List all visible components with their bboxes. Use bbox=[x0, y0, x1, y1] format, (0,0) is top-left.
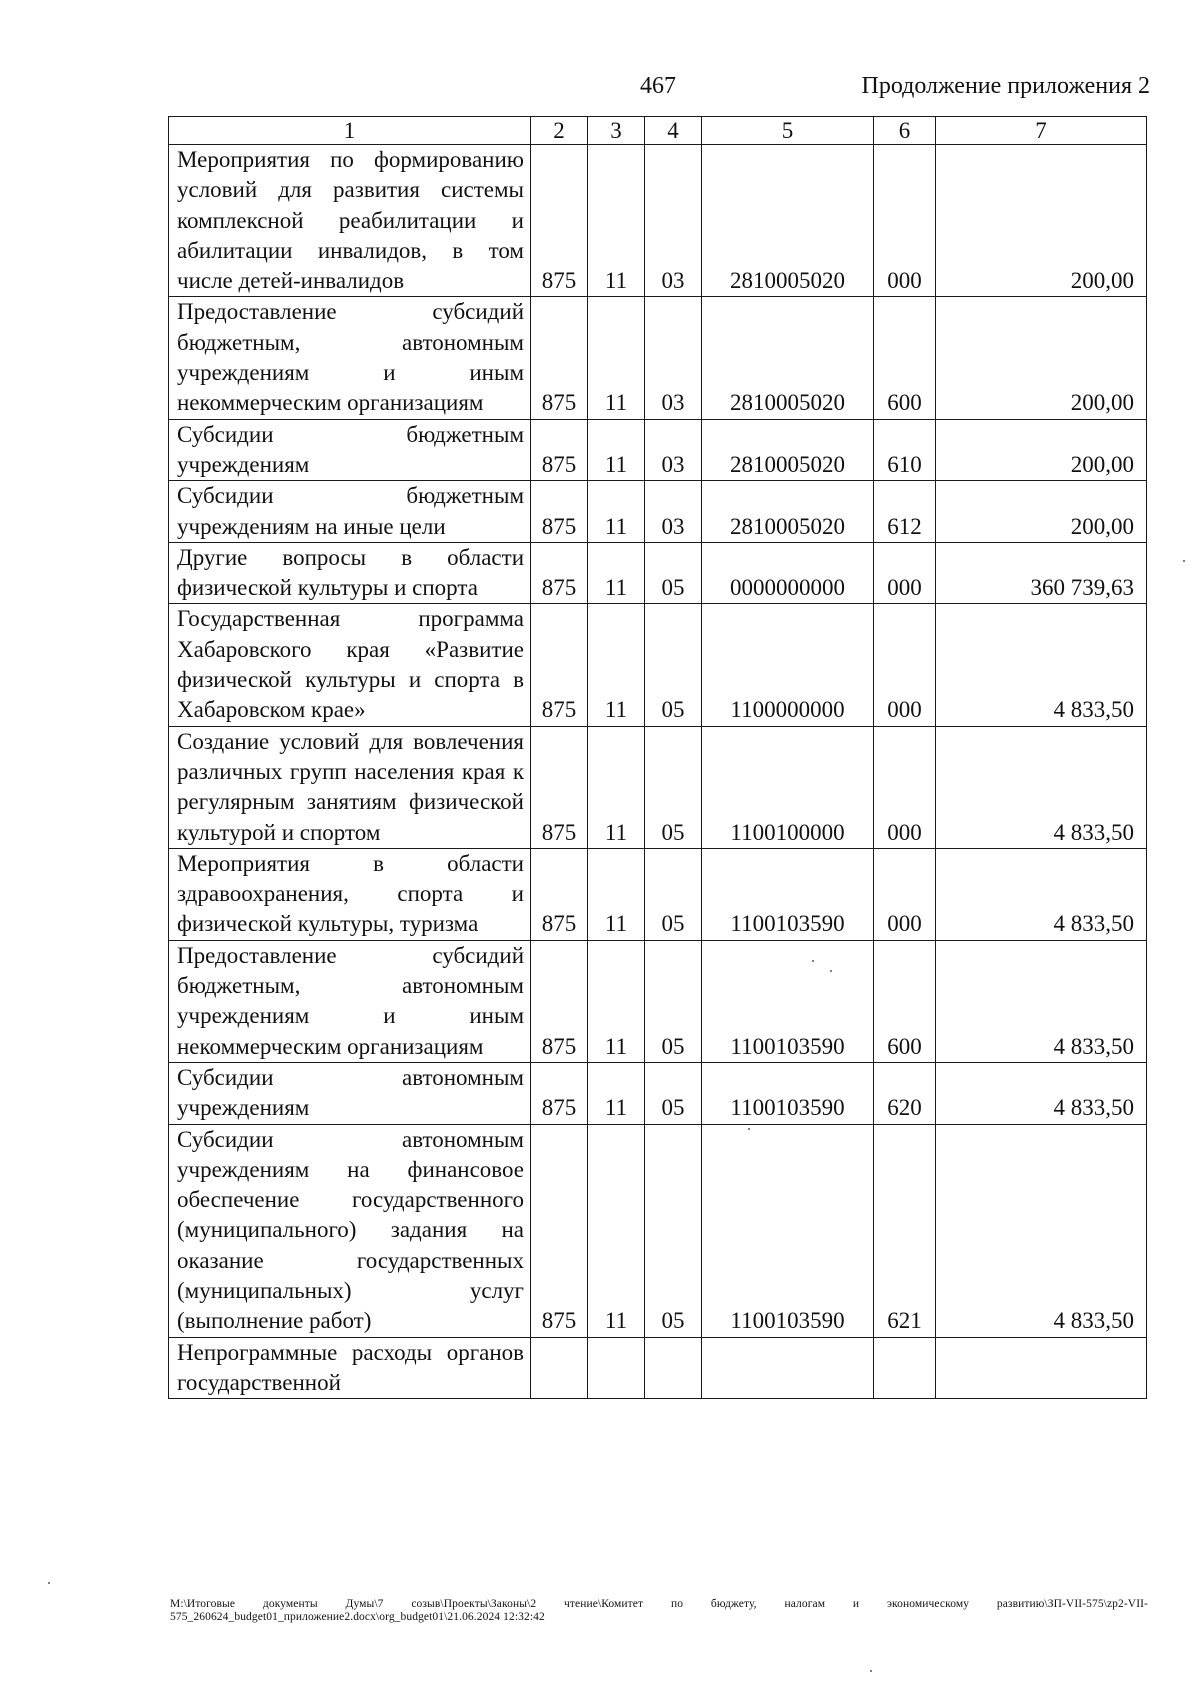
scan-speck bbox=[812, 960, 814, 962]
expense-type-code: 600 bbox=[874, 297, 936, 419]
ministry-code: 875 bbox=[531, 726, 588, 848]
table-row bbox=[169, 1124, 1147, 1337]
column-header: 3 bbox=[588, 117, 645, 145]
target-article-code: 2810005020 bbox=[702, 297, 874, 419]
table-row bbox=[169, 1337, 1147, 1399]
section-code: 11 bbox=[588, 419, 645, 481]
expense-type-code: 621 bbox=[874, 1124, 936, 1337]
target-article-code: 1100103590 bbox=[702, 1062, 874, 1124]
row-name: Субсидии автономным учреждениям bbox=[169, 1062, 531, 1124]
subsection-code: 05 bbox=[645, 542, 702, 604]
expense-type-code bbox=[874, 1337, 936, 1399]
budget-table bbox=[168, 116, 1147, 1399]
section-code: 11 bbox=[588, 1124, 645, 1337]
ministry-code: 875 bbox=[531, 297, 588, 419]
ministry-code: 875 bbox=[531, 419, 588, 481]
amount: 4 833,50 bbox=[936, 604, 1147, 726]
section-code: 11 bbox=[588, 481, 645, 543]
table-row bbox=[169, 297, 1147, 419]
row-name: Предоставление субсидий бюджетным, автономным учреждениям и иным некоммерческим организациям bbox=[169, 297, 531, 419]
subsection-code: 03 bbox=[645, 419, 702, 481]
row-name: Субсидии автономным учреждениям на финансовое обеспечение государственного (муниципального) задания на оказание государственных (муниципальных) услуг (выполнение работ) bbox=[169, 1124, 531, 1337]
scan-speck bbox=[48, 1582, 50, 1584]
table-header-row bbox=[169, 117, 1147, 145]
subsection-code: 05 bbox=[645, 1124, 702, 1337]
ministry-code: 875 bbox=[531, 940, 588, 1062]
table-row bbox=[169, 542, 1147, 604]
expense-type-code: 000 bbox=[874, 542, 936, 604]
table-row bbox=[169, 1062, 1147, 1124]
ministry-code: 875 bbox=[531, 1124, 588, 1337]
amount: 4 833,50 bbox=[936, 940, 1147, 1062]
ministry-code: 875 bbox=[531, 542, 588, 604]
subsection-code: 05 bbox=[645, 940, 702, 1062]
amount: 4 833,50 bbox=[936, 1124, 1147, 1337]
section-code: 11 bbox=[588, 940, 645, 1062]
target-article-code bbox=[702, 1337, 874, 1399]
table-row bbox=[169, 604, 1147, 726]
row-name: Субсидии бюджетным учреждениям на иные цели bbox=[169, 481, 531, 543]
ministry-code: 875 bbox=[531, 481, 588, 543]
row-name: Государственная программа Хабаровского края «Развитие физической культуры и спорта в Хабаровском крае» bbox=[169, 604, 531, 726]
target-article-code: 1100103590 bbox=[702, 848, 874, 940]
scan-speck bbox=[830, 970, 832, 972]
column-header: 5 bbox=[702, 117, 874, 145]
scan-speck bbox=[1183, 560, 1185, 562]
ministry-code: 875 bbox=[531, 848, 588, 940]
amount: 200,00 bbox=[936, 297, 1147, 419]
subsection-code: 03 bbox=[645, 297, 702, 419]
amount: 4 833,50 bbox=[936, 1062, 1147, 1124]
column-header: 6 bbox=[874, 117, 936, 145]
row-name: Другие вопросы в области физической культуры и спорта bbox=[169, 542, 531, 604]
table-row bbox=[169, 940, 1147, 1062]
target-article-code: 1100000000 bbox=[702, 604, 874, 726]
expense-type-code: 000 bbox=[874, 726, 936, 848]
target-article-code: 2810005020 bbox=[702, 145, 874, 297]
row-name: Создание условий для вовлечения различных групп населения края к регулярным занятиям физической культурой и спортом bbox=[169, 726, 531, 848]
amount: 200,00 bbox=[936, 419, 1147, 481]
section-code: 11 bbox=[588, 297, 645, 419]
subsection-code: 05 bbox=[645, 604, 702, 726]
amount: 200,00 bbox=[936, 481, 1147, 543]
row-name: Предоставление субсидий бюджетным, автономным учреждениям и иным некоммерческим организациям bbox=[169, 940, 531, 1062]
amount: 360 739,63 bbox=[936, 542, 1147, 604]
ministry-code bbox=[531, 1337, 588, 1399]
column-header: 2 bbox=[531, 117, 588, 145]
row-name: Мероприятия по формированию условий для развития системы комплексной реабилитации и абилитации инвалидов, в том числе детей-инвалидов bbox=[169, 145, 531, 297]
section-code: 11 bbox=[588, 1062, 645, 1124]
amount: 200,00 bbox=[936, 145, 1147, 297]
column-header: 1 bbox=[169, 117, 531, 145]
section-code: 11 bbox=[588, 145, 645, 297]
amount: 4 833,50 bbox=[936, 726, 1147, 848]
subsection-code: 05 bbox=[645, 726, 702, 848]
subsection-code: 05 bbox=[645, 848, 702, 940]
expense-type-code: 612 bbox=[874, 481, 936, 543]
document-path-footer: М:\Итоговые документы Думы\7 созыв\Проекты\Законы\2 чтение\Комитет по бюджету, налогам и экономическому развитию\ЗП-VII-575\zp2-VII-575_260624_budget01_приложение2.docx\org_budget01\21.06.2024 12:32:42 bbox=[170, 1598, 1148, 1623]
target-article-code: 1100100000 bbox=[702, 726, 874, 848]
subsection-code: 03 bbox=[645, 481, 702, 543]
section-code: 11 bbox=[588, 604, 645, 726]
expense-type-code: 600 bbox=[874, 940, 936, 1062]
section-code bbox=[588, 1337, 645, 1399]
target-article-code: 1100103590 bbox=[702, 1124, 874, 1337]
subsection-code: 03 bbox=[645, 145, 702, 297]
row-name: Мероприятия в области здравоохранения, спорта и физической культуры, туризма bbox=[169, 848, 531, 940]
target-article-code: 0000000000 bbox=[702, 542, 874, 604]
target-article-code: 2810005020 bbox=[702, 481, 874, 543]
section-code: 11 bbox=[588, 848, 645, 940]
amount bbox=[936, 1337, 1147, 1399]
scan-speck bbox=[870, 1670, 872, 1672]
ministry-code: 875 bbox=[531, 145, 588, 297]
table-row bbox=[169, 419, 1147, 481]
continuation-label: Продолжение приложения 2 bbox=[861, 73, 1150, 99]
target-article-code: 1100103590 bbox=[702, 940, 874, 1062]
table-row bbox=[169, 726, 1147, 848]
subsection-code: 05 bbox=[645, 1062, 702, 1124]
table-row bbox=[169, 481, 1147, 543]
expense-type-code: 610 bbox=[874, 419, 936, 481]
table-row bbox=[169, 145, 1147, 297]
ministry-code: 875 bbox=[531, 1062, 588, 1124]
expense-type-code: 000 bbox=[874, 604, 936, 726]
subsection-code bbox=[645, 1337, 702, 1399]
column-header: 7 bbox=[936, 117, 1147, 145]
expense-type-code: 000 bbox=[874, 145, 936, 297]
amount: 4 833,50 bbox=[936, 848, 1147, 940]
page-number: 467 bbox=[640, 73, 676, 99]
column-header: 4 bbox=[645, 117, 702, 145]
section-code: 11 bbox=[588, 542, 645, 604]
ministry-code: 875 bbox=[531, 604, 588, 726]
target-article-code: 2810005020 bbox=[702, 419, 874, 481]
section-code: 11 bbox=[588, 726, 645, 848]
expense-type-code: 620 bbox=[874, 1062, 936, 1124]
table-row bbox=[169, 848, 1147, 940]
scan-speck bbox=[748, 1128, 750, 1130]
row-name: Субсидии бюджетным учреждениям bbox=[169, 419, 531, 481]
row-name: Непрограммные расходы органов государственной bbox=[169, 1337, 531, 1399]
expense-type-code: 000 bbox=[874, 848, 936, 940]
